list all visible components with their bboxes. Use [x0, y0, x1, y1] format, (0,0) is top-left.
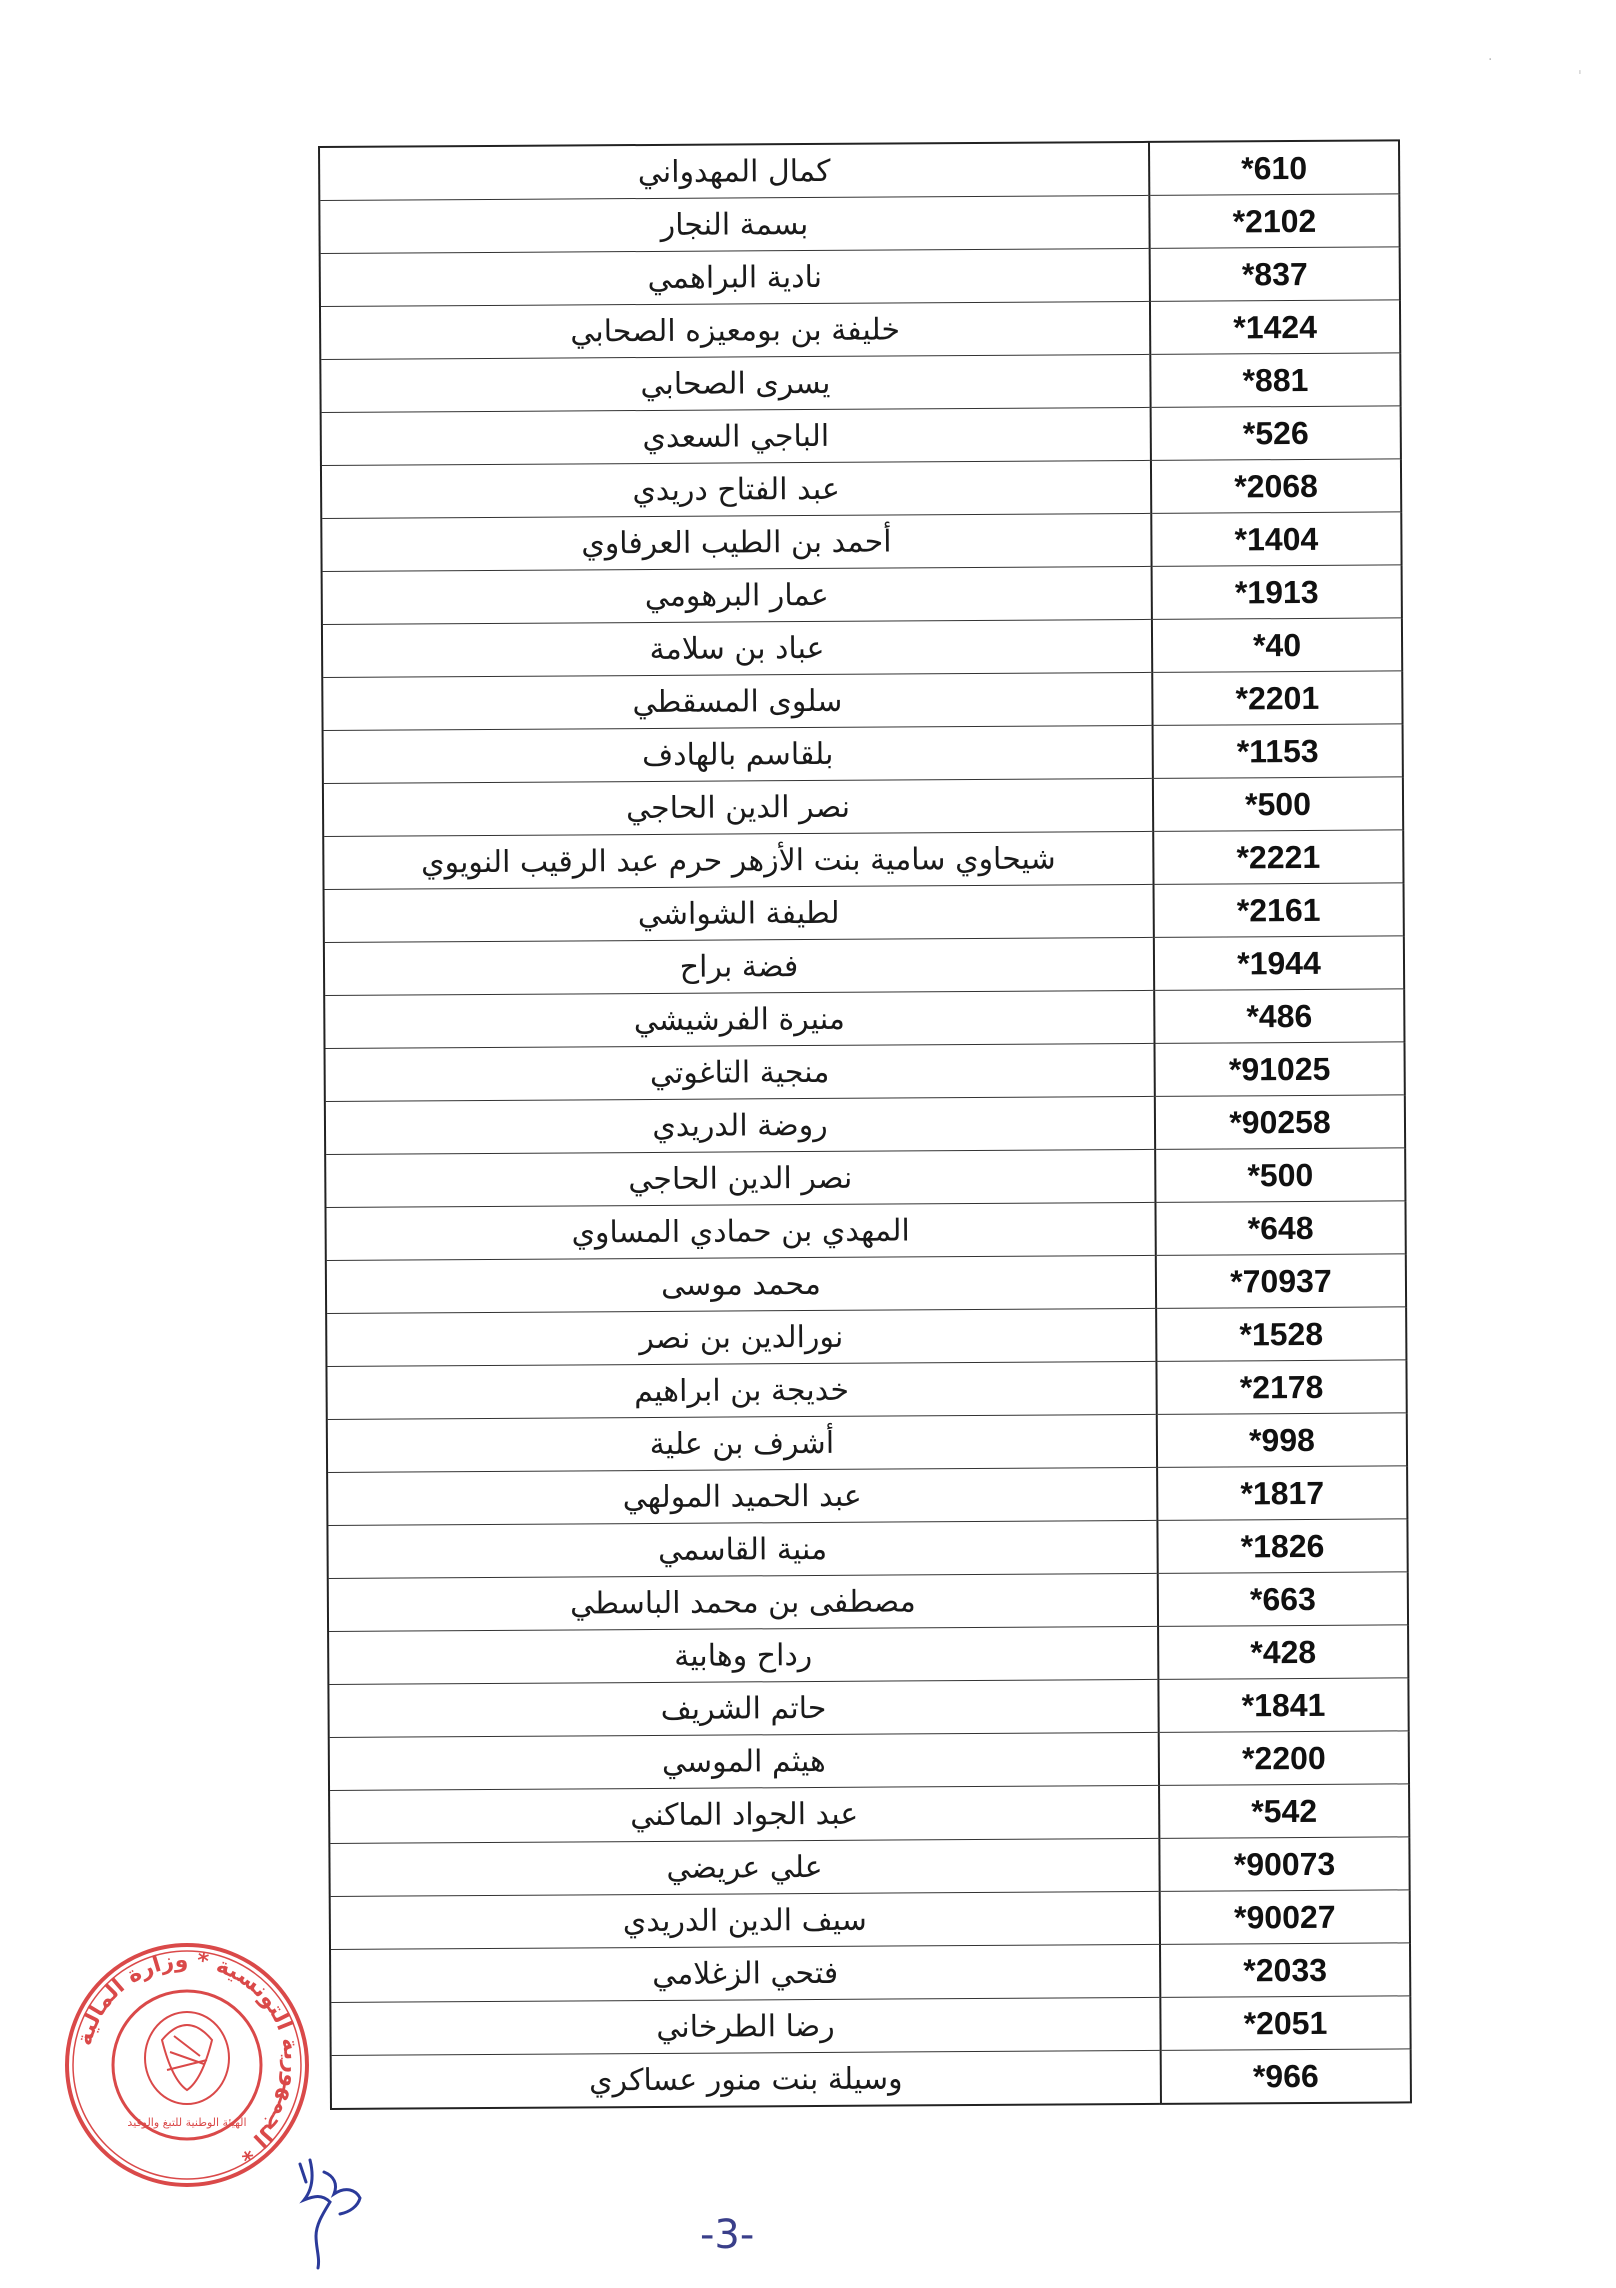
- person-name-cell: عبد الفتاح دريدي: [321, 460, 1151, 518]
- table-row: [321, 512, 1401, 572]
- person-name-cell: محمد موسى: [326, 1255, 1156, 1313]
- person-name-cell: بلقاسم بالهادف: [323, 725, 1153, 783]
- person-name-cell: نورالدين بن نصر: [326, 1308, 1156, 1366]
- id-number-cell: *1404: [1151, 512, 1401, 567]
- id-number-cell: *663: [1158, 1572, 1408, 1627]
- person-name-cell: المهدي بن حمادي المساوي: [325, 1202, 1155, 1260]
- page-number: -3-: [700, 2212, 755, 2258]
- id-number-cell: *610: [1149, 140, 1399, 195]
- person-name-cell: منيرة الفرشيشي: [324, 990, 1154, 1048]
- id-number-cell: *1424: [1150, 300, 1400, 355]
- id-number-cell: *428: [1158, 1625, 1408, 1680]
- table-row: [325, 1095, 1405, 1155]
- person-name-cell: عبد الحميد المولهي: [327, 1467, 1157, 1525]
- table-row: [329, 1784, 1409, 1844]
- table-row: [327, 1413, 1407, 1473]
- person-name-cell: هيثم الموسي: [329, 1732, 1159, 1790]
- id-number-cell: *1826: [1157, 1519, 1407, 1574]
- id-number-cell: *1913: [1152, 565, 1402, 620]
- person-name-cell: عمار البرهومي: [322, 566, 1152, 624]
- id-number-cell: *2033: [1160, 1943, 1410, 1998]
- table-row: [321, 459, 1401, 519]
- person-name-cell: الباجي السعدي: [321, 407, 1151, 465]
- person-name-cell: كمال المهدواني: [319, 142, 1149, 201]
- table-row: [319, 140, 1399, 200]
- person-name-cell: سلوى المسقطي: [322, 672, 1152, 730]
- table-row: [323, 777, 1403, 837]
- person-name-cell: منية القاسمي: [327, 1520, 1157, 1578]
- table-row: [320, 300, 1400, 360]
- id-number-cell: *966: [1161, 2049, 1411, 2104]
- id-number-cell: *2200: [1159, 1731, 1409, 1786]
- person-name-cell: رداح وهابية: [328, 1626, 1158, 1684]
- id-number-cell: *2221: [1153, 830, 1403, 885]
- table-row: [326, 1307, 1406, 1367]
- id-number-cell: *1528: [1156, 1307, 1406, 1362]
- table-row: [327, 1519, 1407, 1579]
- stamp-emblem: [145, 2012, 229, 2104]
- table-row: [328, 1572, 1408, 1632]
- table-row: [322, 671, 1402, 731]
- person-name-cell: نصر الدين الحاجي: [325, 1149, 1155, 1207]
- table-row: [324, 883, 1404, 943]
- roster-table-container: [318, 139, 1410, 2110]
- table-row: [325, 1042, 1405, 1102]
- person-name-cell: لطيفة الشواشي: [324, 884, 1154, 942]
- person-name-cell: سيف الدين الدريدي: [330, 1891, 1160, 1949]
- table-row: [323, 830, 1403, 890]
- roster-table: [318, 139, 1412, 2110]
- table-row: [320, 247, 1400, 307]
- scan-speck: ˌ: [1578, 60, 1582, 76]
- table-row: [330, 1943, 1410, 2003]
- table-row: [325, 1201, 1405, 1261]
- id-number-cell: *542: [1159, 1784, 1409, 1839]
- table-row: [319, 194, 1399, 254]
- id-number-cell: *2068: [1151, 459, 1401, 514]
- person-name-cell: منجية التاغوتي: [325, 1043, 1155, 1101]
- id-number-cell: *881: [1150, 353, 1400, 408]
- id-number-cell: *2201: [1152, 671, 1402, 726]
- id-number-cell: *526: [1151, 406, 1401, 461]
- id-number-cell: *90073: [1159, 1837, 1409, 1892]
- person-name-cell: أحمد بن الطيب العرفاوي: [321, 513, 1151, 571]
- roster-table-body: [319, 140, 1411, 2109]
- id-number-cell: *40: [1152, 618, 1402, 673]
- id-number-cell: *2102: [1149, 194, 1399, 249]
- table-row: [330, 1890, 1410, 1950]
- person-name-cell: يسرى الصحابي: [320, 354, 1150, 412]
- id-number-cell: *90027: [1160, 1890, 1410, 1945]
- table-row: [331, 2049, 1411, 2109]
- id-number-cell: *1153: [1153, 724, 1403, 779]
- id-number-cell: *2178: [1156, 1360, 1406, 1415]
- person-name-cell: بسمة النجار: [319, 195, 1149, 253]
- person-name-cell: شيحاوي سامية بنت الأزهر حرم عبد الرقيب النويوي: [323, 831, 1153, 889]
- person-name-cell: خديجة بن ابراهيم: [326, 1361, 1156, 1419]
- id-number-cell: *648: [1155, 1201, 1405, 1256]
- table-row: [321, 406, 1401, 466]
- person-name-cell: نادية البراهمي: [320, 248, 1150, 306]
- id-number-cell: *500: [1155, 1148, 1405, 1203]
- person-name-cell: وسيلة بنت منور عساكري: [331, 2050, 1161, 2109]
- table-row: [324, 936, 1404, 996]
- id-number-cell: *998: [1157, 1413, 1407, 1468]
- id-number-cell: *500: [1153, 777, 1403, 832]
- table-row: [322, 565, 1402, 625]
- person-name-cell: نصر الدين الحاجي: [323, 778, 1153, 836]
- person-name-cell: رضا الطرخاني: [330, 1997, 1160, 2055]
- table-row: [322, 618, 1402, 678]
- table-row: [326, 1360, 1406, 1420]
- id-number-cell: *90258: [1155, 1095, 1405, 1150]
- id-number-cell: *2051: [1160, 1996, 1410, 2051]
- scan-speck: ·: [1488, 52, 1493, 68]
- stamp-outer-text: الجمهورية التونسية * وزارة المالية *: [72, 1947, 305, 2166]
- id-number-cell: *837: [1150, 247, 1400, 302]
- person-name-cell: علي عريضي: [329, 1838, 1159, 1896]
- id-number-cell: *486: [1154, 989, 1404, 1044]
- person-name-cell: أشرف بن علية: [327, 1414, 1157, 1472]
- person-name-cell: فتحي الزغلامي: [330, 1944, 1160, 2002]
- table-row: [329, 1837, 1409, 1897]
- table-row: [328, 1625, 1408, 1685]
- id-number-cell: *91025: [1154, 1042, 1404, 1097]
- id-number-cell: *1841: [1158, 1678, 1408, 1733]
- table-row: [326, 1254, 1406, 1314]
- person-name-cell: فضة براح: [324, 937, 1154, 995]
- person-name-cell: حاتم الشريف: [328, 1679, 1158, 1737]
- table-row: [323, 724, 1403, 784]
- table-row: [328, 1678, 1408, 1738]
- person-name-cell: روضة الدريدي: [325, 1096, 1155, 1154]
- person-name-cell: خليفة بن بومعيزه الصحابي: [320, 301, 1150, 359]
- id-number-cell: *1817: [1157, 1466, 1407, 1521]
- id-number-cell: *70937: [1156, 1254, 1406, 1309]
- table-row: [329, 1731, 1409, 1791]
- table-row: [325, 1148, 1405, 1208]
- id-number-cell: *2161: [1154, 883, 1404, 938]
- person-name-cell: مصطفى بن محمد الباسطي: [328, 1573, 1158, 1631]
- id-number-cell: *1944: [1154, 936, 1404, 991]
- handwritten-signature: [286, 2150, 376, 2270]
- table-row: [320, 353, 1400, 413]
- table-row: [324, 989, 1404, 1049]
- person-name-cell: عباد بن سلامة: [322, 619, 1152, 677]
- stamp-inner-text: الهيئة الوطنية للتبغ والوقيد: [127, 2116, 247, 2129]
- table-row: [327, 1466, 1407, 1526]
- person-name-cell: عبد الجواد الماكني: [329, 1785, 1159, 1843]
- official-stamp: [62, 1940, 312, 2190]
- table-row: [330, 1996, 1410, 2056]
